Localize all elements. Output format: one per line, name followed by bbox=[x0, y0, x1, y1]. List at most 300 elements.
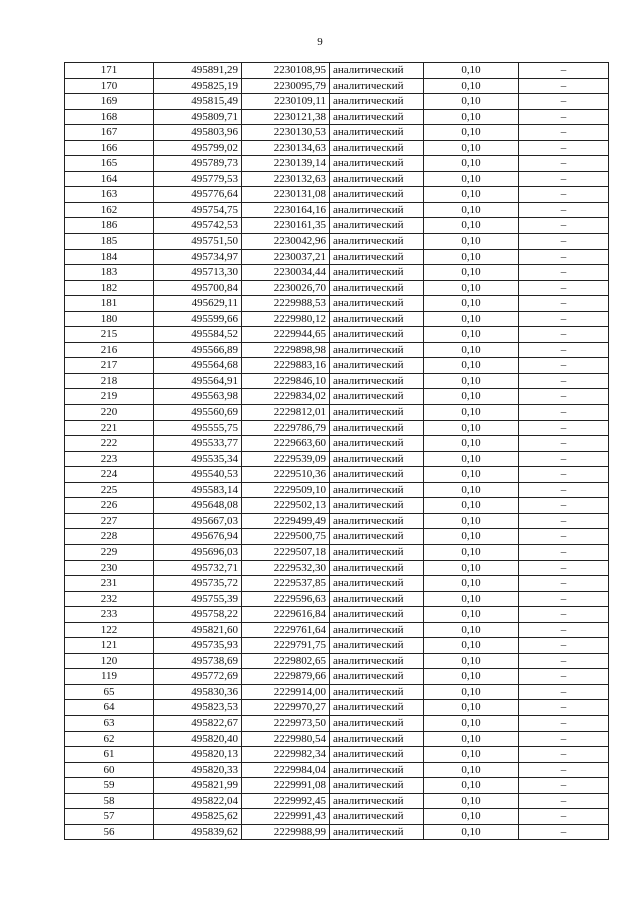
x-coordinate-cell: 495700,84 bbox=[154, 280, 242, 296]
y-coordinate-cell: 2229846,10 bbox=[242, 373, 330, 389]
accuracy-cell: 0,10 bbox=[424, 249, 519, 265]
x-coordinate-cell: 495758,22 bbox=[154, 607, 242, 623]
table-row bbox=[65, 498, 609, 514]
method-cell: аналитический bbox=[330, 622, 424, 638]
y-coordinate-cell: 2230121,38 bbox=[242, 109, 330, 125]
method-cell: аналитический bbox=[330, 311, 424, 327]
table-row bbox=[65, 467, 609, 483]
x-coordinate-cell: 495563,98 bbox=[154, 389, 242, 405]
point-number-cell: 122 bbox=[65, 622, 154, 638]
y-coordinate-cell: 2229507,18 bbox=[242, 544, 330, 560]
table-row bbox=[65, 731, 609, 747]
point-number-cell: 119 bbox=[65, 669, 154, 685]
point-number-cell: 63 bbox=[65, 715, 154, 731]
x-coordinate-cell: 495648,08 bbox=[154, 498, 242, 514]
method-cell: аналитический bbox=[330, 327, 424, 343]
table-row bbox=[65, 342, 609, 358]
y-coordinate-cell: 2229596,63 bbox=[242, 591, 330, 607]
accuracy-cell: 0,10 bbox=[424, 544, 519, 560]
description-cell: – bbox=[519, 342, 609, 358]
description-cell: – bbox=[519, 280, 609, 296]
accuracy-cell: 0,10 bbox=[424, 467, 519, 483]
table-row bbox=[65, 529, 609, 545]
y-coordinate-cell: 2229502,13 bbox=[242, 498, 330, 514]
method-cell: аналитический bbox=[330, 498, 424, 514]
table-row bbox=[65, 451, 609, 467]
y-coordinate-cell: 2229898,98 bbox=[242, 342, 330, 358]
table-row bbox=[65, 513, 609, 529]
description-cell: – bbox=[519, 560, 609, 576]
method-cell: аналитический bbox=[330, 560, 424, 576]
y-coordinate-cell: 2229532,30 bbox=[242, 560, 330, 576]
description-cell: – bbox=[519, 700, 609, 716]
point-number-cell: 215 bbox=[65, 327, 154, 343]
point-number-cell: 65 bbox=[65, 684, 154, 700]
coordinates-table-body bbox=[65, 63, 609, 840]
point-number-cell: 121 bbox=[65, 638, 154, 654]
table-row bbox=[65, 218, 609, 234]
table-row bbox=[65, 327, 609, 343]
y-coordinate-cell: 2229812,01 bbox=[242, 405, 330, 421]
description-cell: – bbox=[519, 140, 609, 156]
method-cell: аналитический bbox=[330, 187, 424, 203]
point-number-cell: 232 bbox=[65, 591, 154, 607]
y-coordinate-cell: 2229988,53 bbox=[242, 296, 330, 312]
method-cell: аналитический bbox=[330, 265, 424, 281]
method-cell: аналитический bbox=[330, 280, 424, 296]
point-number-cell: 228 bbox=[65, 529, 154, 545]
table-row bbox=[65, 94, 609, 110]
table-row bbox=[65, 109, 609, 125]
y-coordinate-cell: 2230134,63 bbox=[242, 140, 330, 156]
description-cell: – bbox=[519, 809, 609, 825]
x-coordinate-cell: 495820,40 bbox=[154, 731, 242, 747]
y-coordinate-cell: 2229802,65 bbox=[242, 653, 330, 669]
description-cell: – bbox=[519, 358, 609, 374]
x-coordinate-cell: 495734,97 bbox=[154, 249, 242, 265]
point-number-cell: 167 bbox=[65, 125, 154, 141]
y-coordinate-cell: 2230108,95 bbox=[242, 63, 330, 79]
x-coordinate-cell: 495830,36 bbox=[154, 684, 242, 700]
x-coordinate-cell: 495820,33 bbox=[154, 762, 242, 778]
point-number-cell: 169 bbox=[65, 94, 154, 110]
y-coordinate-cell: 2229500,75 bbox=[242, 529, 330, 545]
method-cell: аналитический bbox=[330, 482, 424, 498]
table-row bbox=[65, 809, 609, 825]
description-cell: – bbox=[519, 187, 609, 203]
x-coordinate-cell: 495738,69 bbox=[154, 653, 242, 669]
description-cell: – bbox=[519, 436, 609, 452]
point-number-cell: 168 bbox=[65, 109, 154, 125]
x-coordinate-cell: 495820,13 bbox=[154, 747, 242, 763]
description-cell: – bbox=[519, 109, 609, 125]
accuracy-cell: 0,10 bbox=[424, 638, 519, 654]
x-coordinate-cell: 495667,03 bbox=[154, 513, 242, 529]
table-row bbox=[65, 280, 609, 296]
x-coordinate-cell: 495533,77 bbox=[154, 436, 242, 452]
description-cell: – bbox=[519, 249, 609, 265]
y-coordinate-cell: 2230130,53 bbox=[242, 125, 330, 141]
accuracy-cell: 0,10 bbox=[424, 809, 519, 825]
x-coordinate-cell: 495821,60 bbox=[154, 622, 242, 638]
point-number-cell: 233 bbox=[65, 607, 154, 623]
accuracy-cell: 0,10 bbox=[424, 140, 519, 156]
point-number-cell: 223 bbox=[65, 451, 154, 467]
accuracy-cell: 0,10 bbox=[424, 280, 519, 296]
x-coordinate-cell: 495821,99 bbox=[154, 778, 242, 794]
point-number-cell: 62 bbox=[65, 731, 154, 747]
y-coordinate-cell: 2230037,21 bbox=[242, 249, 330, 265]
point-number-cell: 181 bbox=[65, 296, 154, 312]
y-coordinate-cell: 2229509,10 bbox=[242, 482, 330, 498]
y-coordinate-cell: 2229510,36 bbox=[242, 467, 330, 483]
y-coordinate-cell: 2229834,02 bbox=[242, 389, 330, 405]
method-cell: аналитический bbox=[330, 140, 424, 156]
accuracy-cell: 0,10 bbox=[424, 684, 519, 700]
point-number-cell: 165 bbox=[65, 156, 154, 172]
point-number-cell: 231 bbox=[65, 576, 154, 592]
description-cell: – bbox=[519, 653, 609, 669]
accuracy-cell: 0,10 bbox=[424, 358, 519, 374]
point-number-cell: 171 bbox=[65, 63, 154, 79]
accuracy-cell: 0,10 bbox=[424, 109, 519, 125]
accuracy-cell: 0,10 bbox=[424, 560, 519, 576]
method-cell: аналитический bbox=[330, 436, 424, 452]
description-cell: – bbox=[519, 467, 609, 483]
point-number-cell: 170 bbox=[65, 78, 154, 94]
table-row bbox=[65, 156, 609, 172]
method-cell: аналитический bbox=[330, 420, 424, 436]
accuracy-cell: 0,10 bbox=[424, 513, 519, 529]
table-row bbox=[65, 653, 609, 669]
accuracy-cell: 0,10 bbox=[424, 529, 519, 545]
description-cell: – bbox=[519, 529, 609, 545]
method-cell: аналитический bbox=[330, 747, 424, 763]
description-cell: – bbox=[519, 125, 609, 141]
x-coordinate-cell: 495815,49 bbox=[154, 94, 242, 110]
table-row bbox=[65, 576, 609, 592]
description-cell: – bbox=[519, 731, 609, 747]
method-cell: аналитический bbox=[330, 778, 424, 794]
point-number-cell: 219 bbox=[65, 389, 154, 405]
description-cell: – bbox=[519, 544, 609, 560]
table-row bbox=[65, 202, 609, 218]
y-coordinate-cell: 2230034,44 bbox=[242, 265, 330, 281]
description-cell: – bbox=[519, 94, 609, 110]
description-cell: – bbox=[519, 171, 609, 187]
method-cell: аналитический bbox=[330, 78, 424, 94]
accuracy-cell: 0,10 bbox=[424, 187, 519, 203]
y-coordinate-cell: 2230042,96 bbox=[242, 234, 330, 250]
method-cell: аналитический bbox=[330, 389, 424, 405]
y-coordinate-cell: 2229988,99 bbox=[242, 824, 330, 840]
x-coordinate-cell: 495772,69 bbox=[154, 669, 242, 685]
x-coordinate-cell: 495754,75 bbox=[154, 202, 242, 218]
accuracy-cell: 0,10 bbox=[424, 731, 519, 747]
description-cell: – bbox=[519, 482, 609, 498]
method-cell: аналитический bbox=[330, 638, 424, 654]
y-coordinate-cell: 2230095,79 bbox=[242, 78, 330, 94]
method-cell: аналитический bbox=[330, 591, 424, 607]
y-coordinate-cell: 2229616,84 bbox=[242, 607, 330, 623]
x-coordinate-cell: 495584,52 bbox=[154, 327, 242, 343]
description-cell: – bbox=[519, 684, 609, 700]
table-row bbox=[65, 125, 609, 141]
method-cell: аналитический bbox=[330, 342, 424, 358]
method-cell: аналитический bbox=[330, 809, 424, 825]
accuracy-cell: 0,10 bbox=[424, 63, 519, 79]
table-row bbox=[65, 140, 609, 156]
method-cell: аналитический bbox=[330, 218, 424, 234]
table-row bbox=[65, 171, 609, 187]
x-coordinate-cell: 495755,39 bbox=[154, 591, 242, 607]
description-cell: – bbox=[519, 576, 609, 592]
x-coordinate-cell: 495825,62 bbox=[154, 809, 242, 825]
accuracy-cell: 0,10 bbox=[424, 591, 519, 607]
description-cell: – bbox=[519, 420, 609, 436]
x-coordinate-cell: 495823,53 bbox=[154, 700, 242, 716]
description-cell: – bbox=[519, 762, 609, 778]
table-row bbox=[65, 78, 609, 94]
x-coordinate-cell: 495599,66 bbox=[154, 311, 242, 327]
y-coordinate-cell: 2230164,16 bbox=[242, 202, 330, 218]
accuracy-cell: 0,10 bbox=[424, 762, 519, 778]
point-number-cell: 120 bbox=[65, 653, 154, 669]
method-cell: аналитический bbox=[330, 405, 424, 421]
accuracy-cell: 0,10 bbox=[424, 778, 519, 794]
method-cell: аналитический bbox=[330, 793, 424, 809]
y-coordinate-cell: 2229991,43 bbox=[242, 809, 330, 825]
point-number-cell: 226 bbox=[65, 498, 154, 514]
x-coordinate-cell: 495822,04 bbox=[154, 793, 242, 809]
table-row bbox=[65, 684, 609, 700]
point-number-cell: 162 bbox=[65, 202, 154, 218]
method-cell: аналитический bbox=[330, 63, 424, 79]
y-coordinate-cell: 2229791,75 bbox=[242, 638, 330, 654]
description-cell: – bbox=[519, 451, 609, 467]
table-row bbox=[65, 482, 609, 498]
y-coordinate-cell: 2230161,35 bbox=[242, 218, 330, 234]
table-row bbox=[65, 669, 609, 685]
point-number-cell: 221 bbox=[65, 420, 154, 436]
accuracy-cell: 0,10 bbox=[424, 405, 519, 421]
table-row bbox=[65, 560, 609, 576]
description-cell: – bbox=[519, 311, 609, 327]
accuracy-cell: 0,10 bbox=[424, 296, 519, 312]
y-coordinate-cell: 2229761,64 bbox=[242, 622, 330, 638]
description-cell: – bbox=[519, 327, 609, 343]
method-cell: аналитический bbox=[330, 544, 424, 560]
table-row bbox=[65, 265, 609, 281]
point-number-cell: 61 bbox=[65, 747, 154, 763]
y-coordinate-cell: 2229991,08 bbox=[242, 778, 330, 794]
accuracy-cell: 0,10 bbox=[424, 622, 519, 638]
x-coordinate-cell: 495564,68 bbox=[154, 358, 242, 374]
point-number-cell: 56 bbox=[65, 824, 154, 840]
x-coordinate-cell: 495799,02 bbox=[154, 140, 242, 156]
accuracy-cell: 0,10 bbox=[424, 171, 519, 187]
table-row bbox=[65, 249, 609, 265]
method-cell: аналитический bbox=[330, 715, 424, 731]
y-coordinate-cell: 2229970,27 bbox=[242, 700, 330, 716]
accuracy-cell: 0,10 bbox=[424, 420, 519, 436]
description-cell: – bbox=[519, 824, 609, 840]
method-cell: аналитический bbox=[330, 607, 424, 623]
description-cell: – bbox=[519, 498, 609, 514]
point-number-cell: 230 bbox=[65, 560, 154, 576]
method-cell: аналитический bbox=[330, 700, 424, 716]
x-coordinate-cell: 495566,89 bbox=[154, 342, 242, 358]
accuracy-cell: 0,10 bbox=[424, 715, 519, 731]
x-coordinate-cell: 495891,29 bbox=[154, 63, 242, 79]
y-coordinate-cell: 2230131,08 bbox=[242, 187, 330, 203]
point-number-cell: 227 bbox=[65, 513, 154, 529]
point-number-cell: 64 bbox=[65, 700, 154, 716]
y-coordinate-cell: 2229499,49 bbox=[242, 513, 330, 529]
x-coordinate-cell: 495839,62 bbox=[154, 824, 242, 840]
point-number-cell: 58 bbox=[65, 793, 154, 809]
table-row bbox=[65, 715, 609, 731]
y-coordinate-cell: 2230026,70 bbox=[242, 280, 330, 296]
table-row bbox=[65, 638, 609, 654]
y-coordinate-cell: 2229883,16 bbox=[242, 358, 330, 374]
method-cell: аналитический bbox=[330, 669, 424, 685]
x-coordinate-cell: 495676,94 bbox=[154, 529, 242, 545]
y-coordinate-cell: 2229992,45 bbox=[242, 793, 330, 809]
accuracy-cell: 0,10 bbox=[424, 202, 519, 218]
x-coordinate-cell: 495789,73 bbox=[154, 156, 242, 172]
accuracy-cell: 0,10 bbox=[424, 156, 519, 172]
x-coordinate-cell: 495696,03 bbox=[154, 544, 242, 560]
x-coordinate-cell: 495535,34 bbox=[154, 451, 242, 467]
point-number-cell: 166 bbox=[65, 140, 154, 156]
description-cell: – bbox=[519, 638, 609, 654]
description-cell: – bbox=[519, 265, 609, 281]
description-cell: – bbox=[519, 747, 609, 763]
accuracy-cell: 0,10 bbox=[424, 747, 519, 763]
table-row bbox=[65, 358, 609, 374]
point-number-cell: 222 bbox=[65, 436, 154, 452]
accuracy-cell: 0,10 bbox=[424, 389, 519, 405]
accuracy-cell: 0,10 bbox=[424, 793, 519, 809]
y-coordinate-cell: 2229984,04 bbox=[242, 762, 330, 778]
x-coordinate-cell: 495564,91 bbox=[154, 373, 242, 389]
accuracy-cell: 0,10 bbox=[424, 311, 519, 327]
x-coordinate-cell: 495629,11 bbox=[154, 296, 242, 312]
accuracy-cell: 0,10 bbox=[424, 607, 519, 623]
y-coordinate-cell: 2230139,14 bbox=[242, 156, 330, 172]
description-cell: – bbox=[519, 793, 609, 809]
table-row bbox=[65, 296, 609, 312]
x-coordinate-cell: 495555,75 bbox=[154, 420, 242, 436]
page-number: 9 bbox=[317, 36, 323, 48]
y-coordinate-cell: 2230132,63 bbox=[242, 171, 330, 187]
method-cell: аналитический bbox=[330, 824, 424, 840]
accuracy-cell: 0,10 bbox=[424, 373, 519, 389]
point-number-cell: 229 bbox=[65, 544, 154, 560]
method-cell: аналитический bbox=[330, 234, 424, 250]
table-row bbox=[65, 793, 609, 809]
accuracy-cell: 0,10 bbox=[424, 451, 519, 467]
description-cell: – bbox=[519, 778, 609, 794]
point-number-cell: 163 bbox=[65, 187, 154, 203]
point-number-cell: 220 bbox=[65, 405, 154, 421]
x-coordinate-cell: 495583,14 bbox=[154, 482, 242, 498]
method-cell: аналитический bbox=[330, 94, 424, 110]
x-coordinate-cell: 495803,96 bbox=[154, 125, 242, 141]
description-cell: – bbox=[519, 218, 609, 234]
accuracy-cell: 0,10 bbox=[424, 265, 519, 281]
method-cell: аналитический bbox=[330, 202, 424, 218]
method-cell: аналитический bbox=[330, 576, 424, 592]
y-coordinate-cell: 2229973,50 bbox=[242, 715, 330, 731]
description-cell: – bbox=[519, 622, 609, 638]
description-cell: – bbox=[519, 78, 609, 94]
point-number-cell: 218 bbox=[65, 373, 154, 389]
point-number-cell: 180 bbox=[65, 311, 154, 327]
table-row bbox=[65, 187, 609, 203]
x-coordinate-cell: 495809,71 bbox=[154, 109, 242, 125]
y-coordinate-cell: 2229663,60 bbox=[242, 436, 330, 452]
description-cell: – bbox=[519, 63, 609, 79]
method-cell: аналитический bbox=[330, 249, 424, 265]
point-number-cell: 184 bbox=[65, 249, 154, 265]
point-number-cell: 186 bbox=[65, 218, 154, 234]
point-number-cell: 164 bbox=[65, 171, 154, 187]
table-row bbox=[65, 824, 609, 840]
table-row bbox=[65, 311, 609, 327]
method-cell: аналитический bbox=[330, 156, 424, 172]
accuracy-cell: 0,10 bbox=[424, 218, 519, 234]
table-row bbox=[65, 544, 609, 560]
point-number-cell: 217 bbox=[65, 358, 154, 374]
y-coordinate-cell: 2229982,34 bbox=[242, 747, 330, 763]
table-row bbox=[65, 405, 609, 421]
point-number-cell: 224 bbox=[65, 467, 154, 483]
table-row bbox=[65, 373, 609, 389]
method-cell: аналитический bbox=[330, 513, 424, 529]
accuracy-cell: 0,10 bbox=[424, 482, 519, 498]
x-coordinate-cell: 495560,69 bbox=[154, 405, 242, 421]
accuracy-cell: 0,10 bbox=[424, 125, 519, 141]
accuracy-cell: 0,10 bbox=[424, 234, 519, 250]
accuracy-cell: 0,10 bbox=[424, 669, 519, 685]
table-row bbox=[65, 747, 609, 763]
point-number-cell: 57 bbox=[65, 809, 154, 825]
x-coordinate-cell: 495751,50 bbox=[154, 234, 242, 250]
method-cell: аналитический bbox=[330, 125, 424, 141]
method-cell: аналитический bbox=[330, 451, 424, 467]
x-coordinate-cell: 495742,53 bbox=[154, 218, 242, 234]
description-cell: – bbox=[519, 296, 609, 312]
x-coordinate-cell: 495825,19 bbox=[154, 78, 242, 94]
method-cell: аналитический bbox=[330, 358, 424, 374]
method-cell: аналитический bbox=[330, 684, 424, 700]
description-cell: – bbox=[519, 202, 609, 218]
point-number-cell: 182 bbox=[65, 280, 154, 296]
y-coordinate-cell: 2229537,85 bbox=[242, 576, 330, 592]
accuracy-cell: 0,10 bbox=[424, 342, 519, 358]
y-coordinate-cell: 2230109,11 bbox=[242, 94, 330, 110]
method-cell: аналитический bbox=[330, 762, 424, 778]
description-cell: – bbox=[519, 607, 609, 623]
table-row bbox=[65, 234, 609, 250]
table-row bbox=[65, 591, 609, 607]
x-coordinate-cell: 495779,53 bbox=[154, 171, 242, 187]
x-coordinate-cell: 495822,67 bbox=[154, 715, 242, 731]
y-coordinate-cell: 2229539,09 bbox=[242, 451, 330, 467]
table-row bbox=[65, 420, 609, 436]
